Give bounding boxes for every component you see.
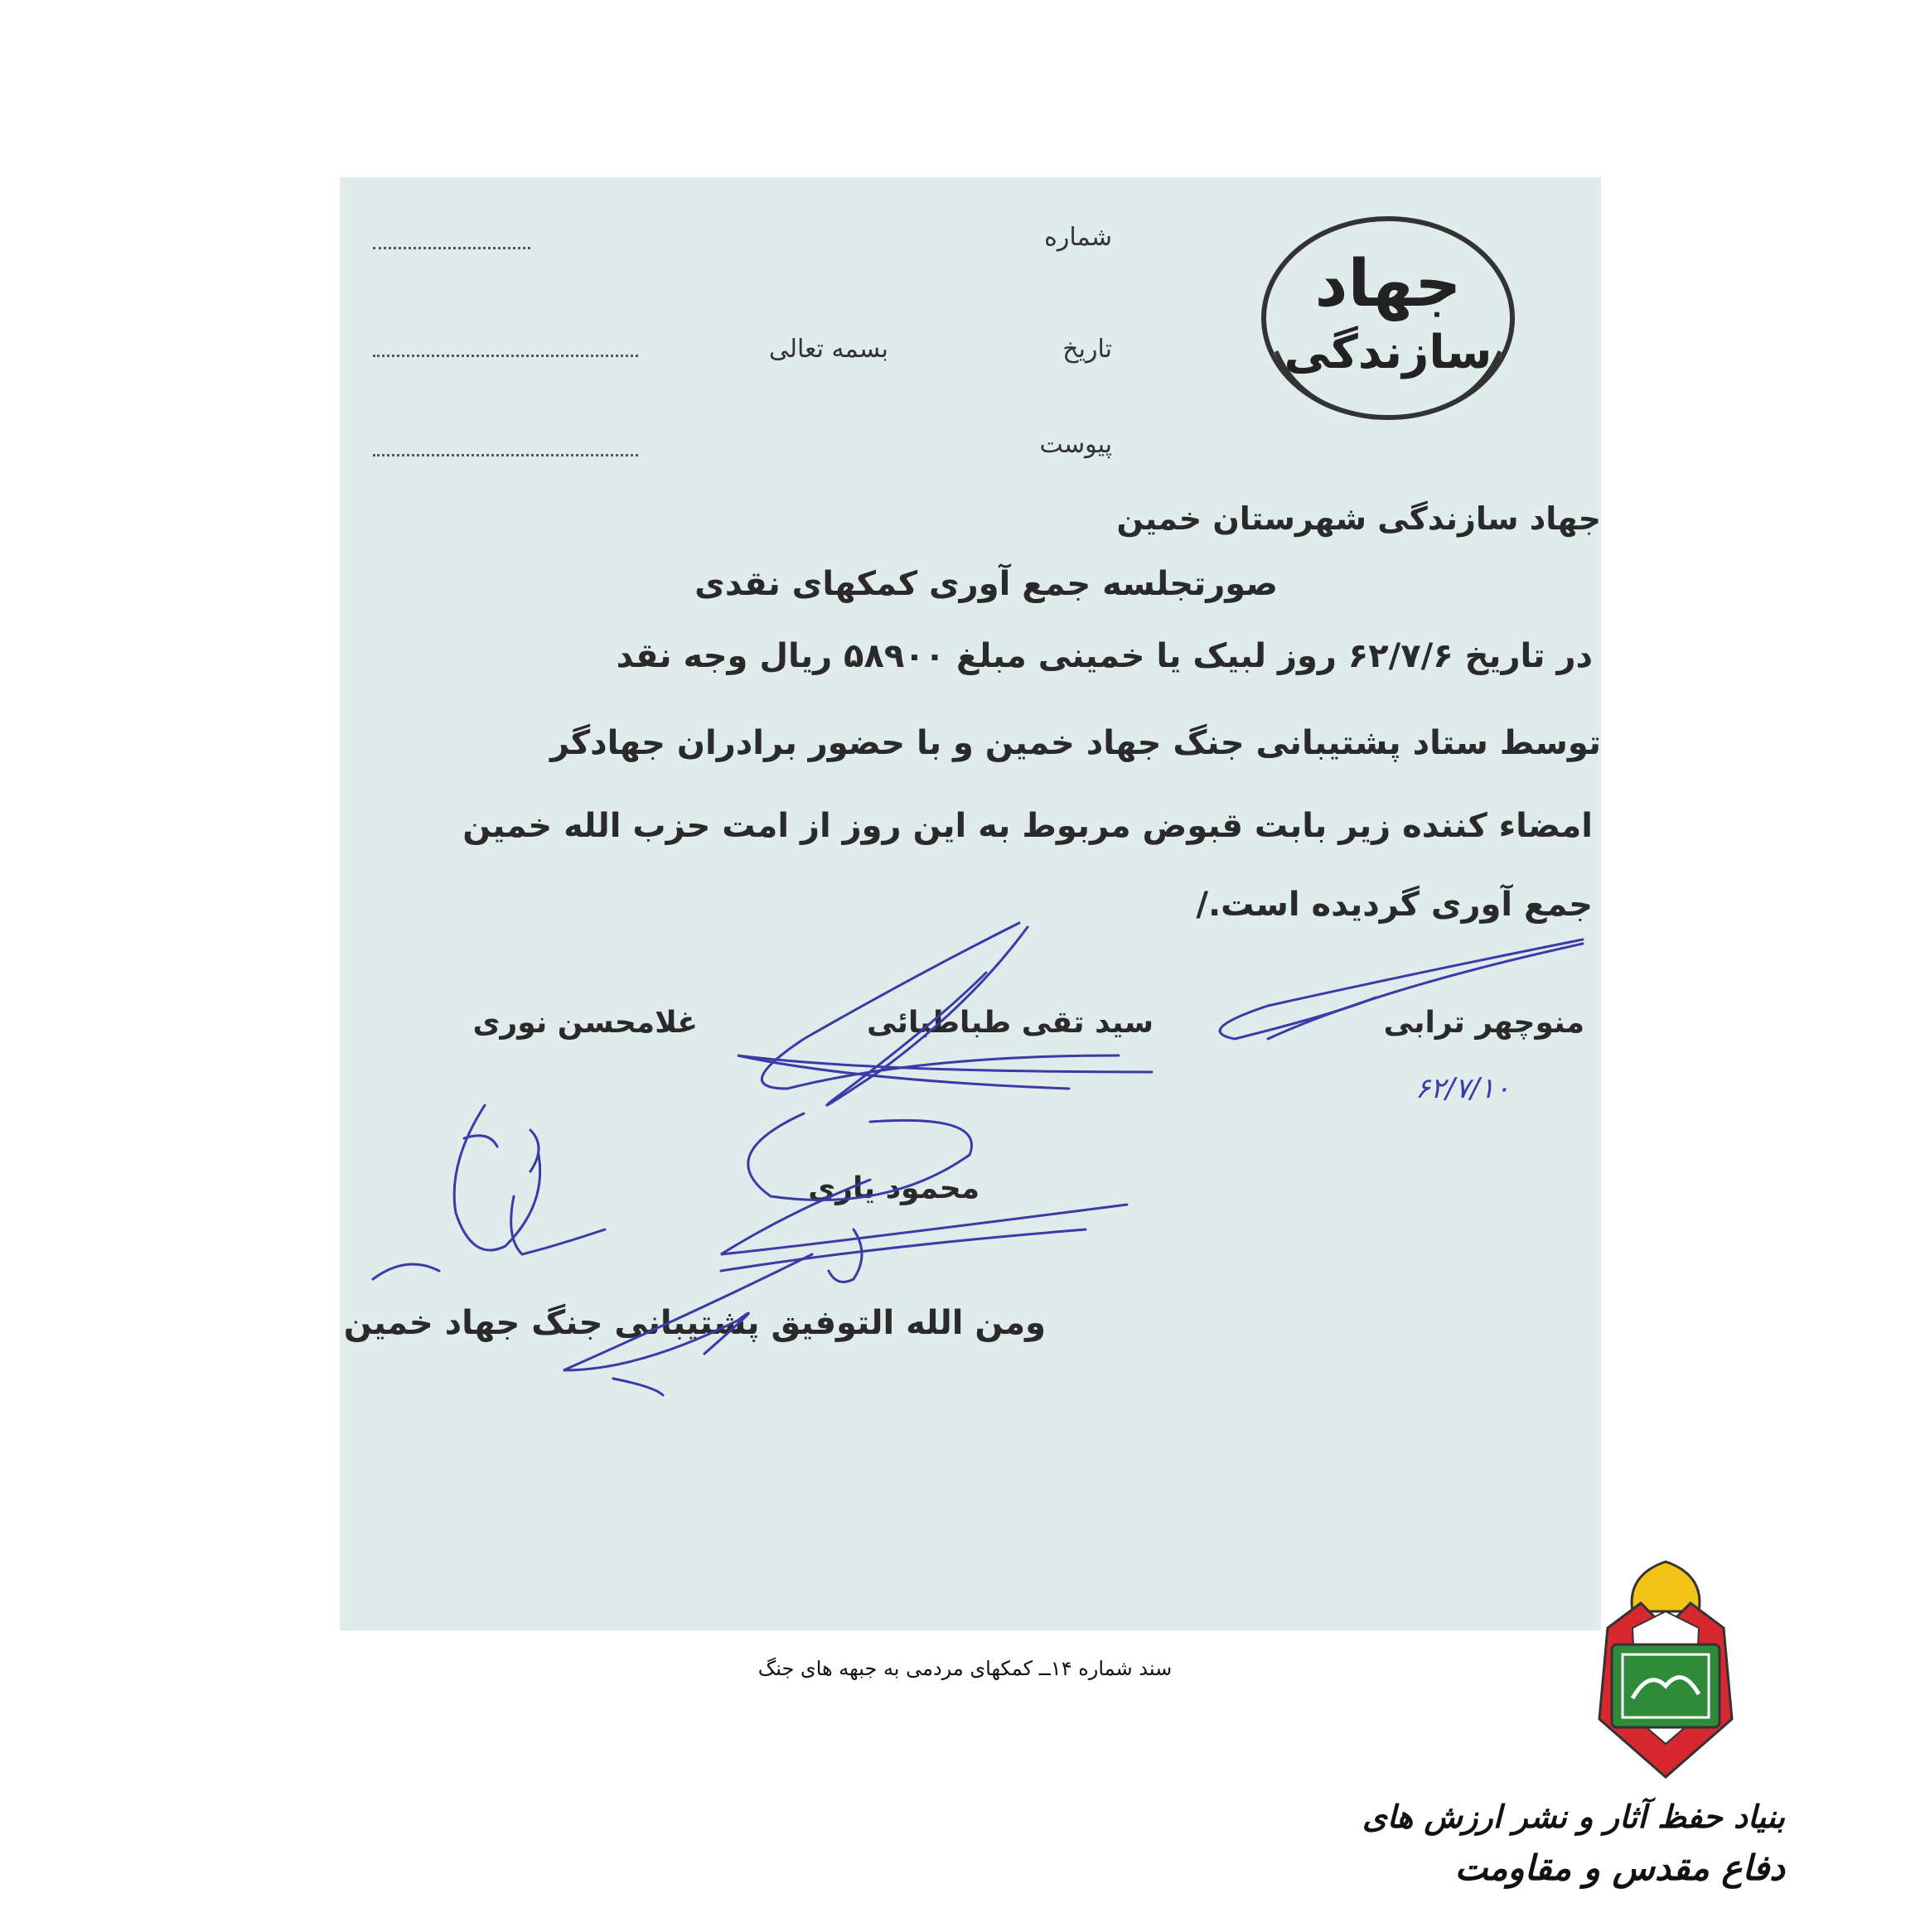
document-caption: سند شماره ۱۴ــ کمکهای مردمی به جبهه های جنگ [757, 1657, 1173, 1680]
signatory-third: غلامحسن نوری [472, 1006, 698, 1040]
number-label: شماره [1044, 223, 1112, 252]
number-dots [373, 247, 530, 249]
signatory-first-date: ۶۲/۷/۱۰ [1415, 1072, 1510, 1105]
organization-name: جهاد سازندگی شهرستان خمین [1116, 500, 1601, 537]
jahad-sazandegi-stamp [1251, 202, 1525, 434]
stamp-title: جهاد [1314, 247, 1462, 321]
closing-line: ومن الله التوفیق پشتیبانی جنگ جهاد خمین [343, 1304, 1046, 1342]
body-line-2: توسط ستاد پشتیبانی جنگ جهاد خمین و با حضور برادران جهادگر [549, 724, 1601, 762]
attachment-dots [373, 454, 638, 456]
invocation: بسمه تعالی [768, 335, 888, 364]
signatory-fourth: محمود یاری [808, 1171, 980, 1205]
stamp-subtitle: سازندگی [1284, 326, 1492, 379]
body-line-1: در تاریخ ۶۲/۷/۶ روز لبیک یا خمینی مبلغ ۵۸۹۰۰ ریال وجه نقد [616, 637, 1593, 675]
date-label: تاریخ [1062, 335, 1112, 364]
scanned-document [340, 177, 1601, 1630]
body-line-4: جمع آوری گردیده است./ [1196, 886, 1593, 924]
document-title: صورتجلسه جمع آوری کمکهای نقدی [694, 565, 1278, 603]
signatory-second: سید تقی طباطبائی [867, 1006, 1154, 1040]
publisher-line-1: بنیاد حفظ آثار و نشر ارزش های [1362, 1798, 1785, 1835]
signatory-first: منوچهر ترابی [1383, 1006, 1584, 1040]
date-dots [373, 355, 638, 357]
attachment-label: پیوست [1039, 430, 1112, 459]
foundation-emblem-icon [1591, 1553, 1740, 1785]
body-line-3: امضاء کننده زیر بابت قبوض مربوط به این روز از امت حزب الله خمین [462, 807, 1593, 845]
publisher-line-2: دفاع مقدس و مقاومت [1454, 1847, 1785, 1888]
